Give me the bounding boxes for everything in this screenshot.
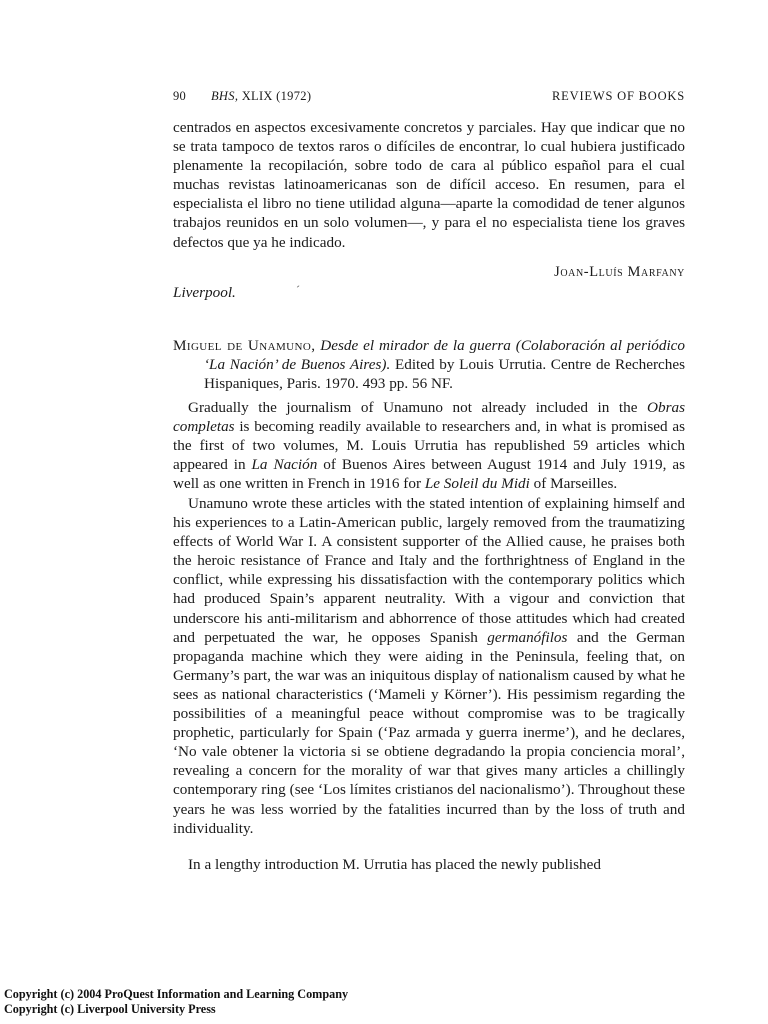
journal-volume: XLIX (1972) — [241, 89, 312, 103]
copyright-footer — [4, 987, 348, 1017]
text-run: is becoming readily available to researchers and, in what is promised as the first of two volumes, M. Louis Urrutia has republished 59 articles which appeared in — [173, 418, 685, 474]
journal-reference — [211, 89, 311, 104]
stray-mark: ´ — [296, 283, 300, 297]
running-header — [173, 89, 685, 107]
copyright-line: Copyright (c) 2004 ProQuest Information and Learning Company — [4, 987, 349, 1001]
previous-review-closing-paragraph: centrados en aspectos excesivamente concretos y parciales. Hay que indicar que no se trata tampoco de textos raros o difíciles de encontrar, lo cual hubiera justificado plenamente la recopilación, sobre todo de cara al público español para el cual muchas revistas latinoamericanas son de difícil acceso. En resumen, para el especialista el libro no tiene utilidad alguna—aparte la comodidad de tener algunos trabajos reunidos en un solo volumen—, y para el no especialista tiene los graves defectos que ya he indicado. — [173, 119, 685, 251]
review-paragraph-3: In a lengthy introduction M. Urrutia has placed the newly published — [188, 856, 601, 873]
italic-run: La Nación — [251, 456, 318, 474]
italic-run: Obras completas — [173, 399, 685, 436]
text-run: of Buenos Aires between August 1914 and July 1919, as well as one written in French in 1916 for — [173, 456, 685, 493]
italic-run: germanófilos — [487, 628, 568, 646]
reviewer-place: Liverpool. — [173, 284, 236, 301]
copyright-line: Copyright (c) Liverpool University Press — [4, 1002, 216, 1016]
text-run: and the German propaganda machine which they were aiding in the Peninsula, feeling that, on Germany’s part, the war was an iniquitous display of nationalism caused by what he sees as national characteristics (‘Mameli y Körner’). His pessimism regarding the possibilities of a meaningful peace without compromise was to be tragically prophetic, particularly for Spain (‘Paz armada y guerra inerme’), and he declares, ‘No vale obtener la victoria si se obtiene degradando la propia conciencia moral’, revealing a concern for the morality of war that gives many articles a chillingly contemporary ring (see ‘Los límites cristianos del nacionalismo’). Throughout these years he was less worried by the fatalities incurred than by the loss of truth and individuality. — [173, 628, 685, 837]
text-run: Unamuno wrote these articles with the stated intention of explaining himself and his experiences to a Latin-American public, largely removed from the traumatizing effects of World War I. A consistent supporter of the Allied cause, he praises both the heroic resistance of France and Italy and the forthrightness of England in the conflict, while expressing his dissatisfaction with the contemporary politics which had produced Spain’s apparent neutrality. With a vigour and conviction that underscore his anti-militarism and abhorrence of those attitudes which had created and perpetuated the war, he opposes Spanish — [173, 495, 685, 646]
text-run: Gradually the journalism of Unamuno not already included in the — [188, 399, 648, 416]
italic-run: Le Soleil du Midi — [424, 475, 530, 493]
text-run: of Marseilles. — [529, 475, 618, 493]
citation-title: Desde el mirador de la guerra (Colaboración al periódico ‘La Nación’ de Buenos Aires). — [204, 337, 685, 374]
section-title: REVIEWS OF BOOKS — [552, 89, 685, 103]
review-paragraph-1 — [173, 398, 685, 493]
journal-abbrev: BHS, — [211, 89, 239, 103]
review-paragraph-2 — [173, 494, 685, 838]
reviewer-signature: Joan-Lluís Marfany — [554, 264, 685, 280]
citation-author: Miguel de Unamuno, — [173, 337, 316, 354]
page-number: 90 — [173, 89, 187, 103]
book-citation — [173, 336, 685, 393]
citation-details: Edited by Louis Urrutia. Centre de Recherches Hispaniques, Paris. 1970. 493 pp. 56 NF. — [204, 356, 686, 393]
